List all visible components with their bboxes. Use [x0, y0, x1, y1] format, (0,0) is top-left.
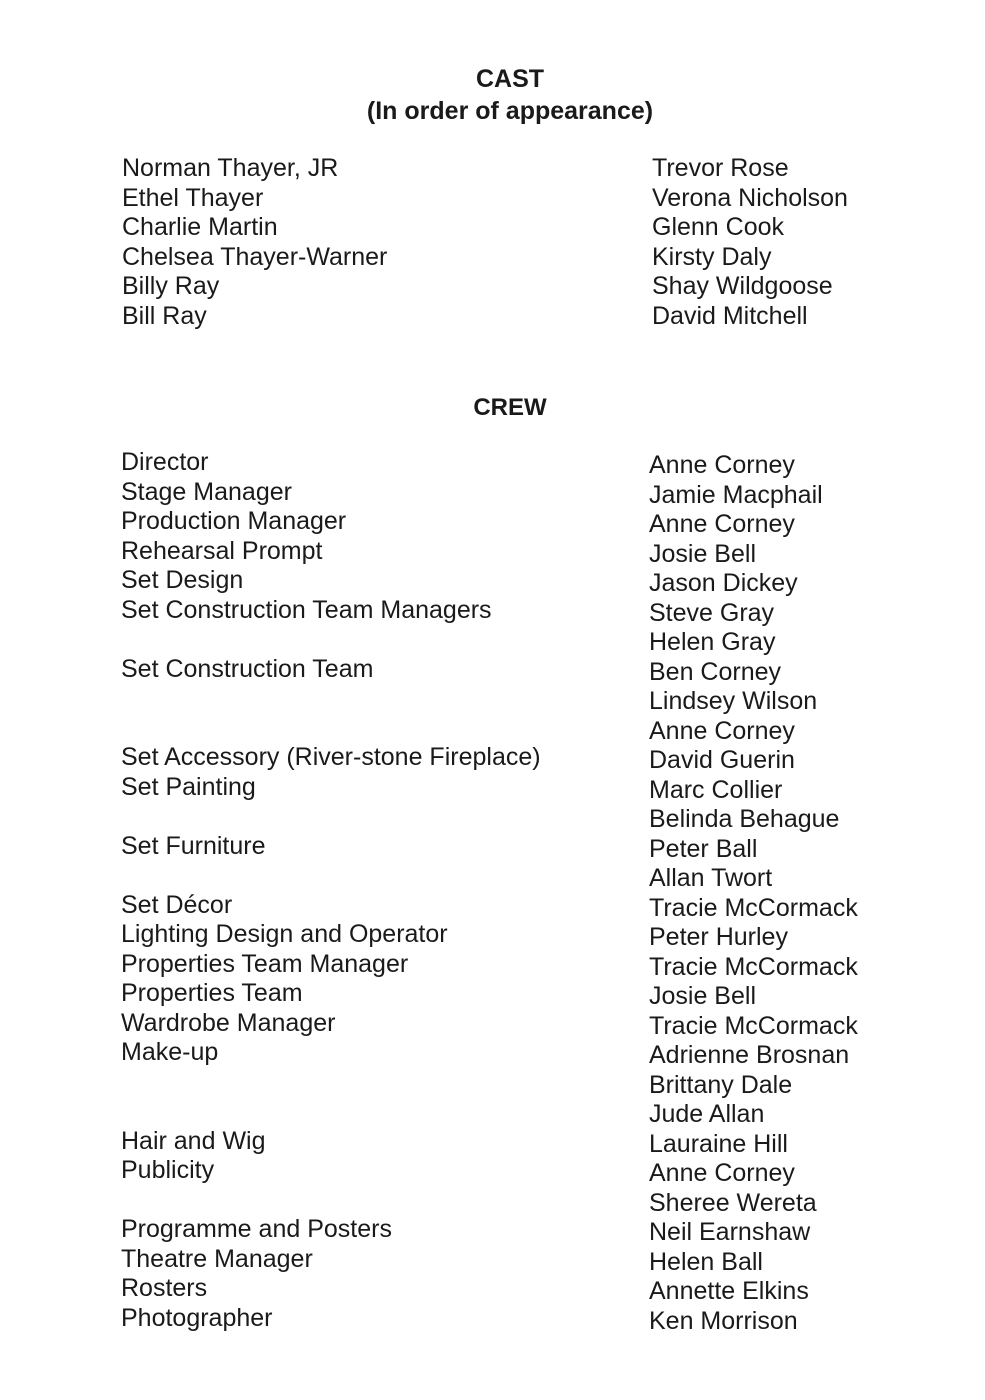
crew-role: Publicity [121, 1156, 215, 1184]
crew-name: Lindsey Wilson [649, 687, 818, 715]
crew-role: Set Painting [121, 772, 256, 801]
crew-name: Jason Dickey [649, 569, 798, 597]
crew-role: Stage Manager [121, 477, 292, 506]
crew-role-spacer [121, 684, 541, 714]
crew-name: Helen Ball [649, 1247, 763, 1276]
crew-name: Allan Twort [649, 864, 773, 892]
crew-name: Annette Elkins [649, 1277, 809, 1305]
crew-role: Make-up [121, 1038, 219, 1066]
crew-names-list [649, 451, 858, 1336]
crew-name: Belinda Behague [649, 805, 840, 833]
crew-role: Properties Team [121, 979, 303, 1007]
crew-name: Ben Corney [649, 657, 782, 686]
cast-roles-list [122, 154, 387, 332]
crew-role: Photographer [121, 1303, 273, 1332]
crew-name: Jude Allan [649, 1100, 765, 1128]
cast-role: Charlie Martin [122, 213, 278, 242]
crew-role: Rosters [121, 1274, 208, 1302]
crew-name: Peter Ball [649, 834, 758, 863]
cast-role: Bill Ray [122, 301, 207, 330]
crew-heading: CREW [473, 394, 547, 421]
crew-role: Set Design [121, 566, 244, 594]
crew-role-spacer [121, 1097, 541, 1127]
crew-role: Set Construction Team [121, 654, 374, 683]
crew-name: Lauraine Hill [649, 1129, 788, 1158]
crew-name: Adrienne Brosnan [649, 1041, 850, 1069]
crew-role: Lighting Design and Operator [121, 920, 448, 948]
crew-role: Wardrobe Manager [121, 1008, 336, 1037]
crew-role-spacer [121, 625, 541, 655]
crew-name: Anne Corney [649, 1159, 795, 1187]
cast-role: Ethel Thayer [122, 183, 264, 212]
crew-name: Josie Bell [649, 539, 756, 568]
crew-role: Hair and Wig [121, 1126, 266, 1155]
crew-name: Anne Corney [649, 451, 795, 479]
crew-role-spacer [121, 1186, 541, 1216]
crew-name: Tracie McCormack [649, 893, 858, 922]
crew-role-spacer [121, 714, 541, 744]
cast-heading: CAST [475, 65, 545, 93]
cast-actors-list [652, 154, 848, 332]
cast-actor: Trevor Rose [652, 154, 789, 182]
crew-name: Helen Gray [649, 628, 776, 656]
crew-name: Peter Hurley [649, 923, 788, 951]
crew-role: Director [121, 448, 209, 476]
cast-role: Norman Thayer, JR [122, 154, 339, 182]
crew-name: Brittany Dale [649, 1070, 793, 1099]
crew-role: Theatre Manager [121, 1244, 313, 1273]
crew-role: Set Décor [121, 890, 233, 919]
cast-actor: Verona Nicholson [652, 183, 848, 212]
crew-name: Ken Morrison [649, 1306, 798, 1335]
crew-role: Properties Team Manager [121, 949, 409, 978]
crew-name: Jamie Macphail [649, 480, 823, 509]
crew-name: Tracie McCormack [649, 1011, 858, 1040]
cast-actor: Glenn Cook [652, 213, 785, 242]
crew-role: Set Furniture [121, 831, 266, 860]
crew-role: Set Construction Team Managers [121, 595, 492, 624]
cast-actor: David Mitchell [652, 301, 808, 330]
cast-actor: Shay Wildgoose [652, 272, 833, 301]
crew-role: Set Accessory (River-stone Fireplace) [121, 743, 541, 771]
crew-role: Programme and Posters [121, 1215, 392, 1243]
crew-roles-list [121, 448, 541, 1333]
crew-name: Sheree Wereta [649, 1188, 817, 1217]
crew-name: Anne Corney [649, 510, 795, 538]
crew-role-spacer [121, 861, 541, 891]
crew-name: Josie Bell [649, 982, 756, 1010]
crew-name: Marc Collier [649, 775, 783, 804]
crew-name: David Guerin [649, 746, 795, 774]
crew-name: Steve Gray [649, 598, 775, 627]
cast-role: Chelsea Thayer-Warner [122, 242, 388, 271]
crew-name: Anne Corney [649, 716, 795, 745]
crew-name: Tracie McCormack [649, 952, 858, 981]
cast-subheading: (In order of appearance) [366, 97, 654, 125]
crew-name: Neil Earnshaw [649, 1218, 811, 1246]
cast-role: Billy Ray [122, 272, 220, 301]
crew-role: Rehearsal Prompt [121, 536, 323, 565]
cast-actor: Kirsty Daly [652, 242, 772, 271]
crew-role: Production Manager [121, 507, 347, 535]
crew-role-spacer [121, 802, 541, 832]
crew-role-spacer [121, 1068, 541, 1098]
